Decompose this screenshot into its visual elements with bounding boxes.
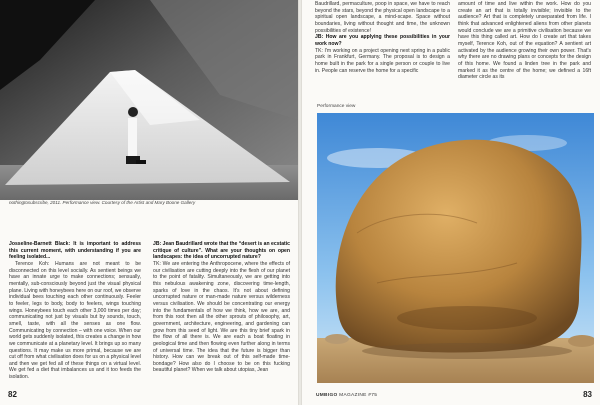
photo-caption: nothingtosubscribe, 2011. Performance view. Courtesy of the Artist and Mary Boone Gallery <box>9 200 196 205</box>
interview-answer: TK: We are entering the Anthropocene, where the effects of our civilisation are cutting deeply into the flesh of our planet to the point of fatality. Simultaneously, we are getting into this nebulous awakening zone, discovering time-length, sparks of love in the chaos. It's not about defining uncorrupted nature or man-made nature versus wilderness versus civilisation. We should be concentrating our energy into the fundamentals of how we think, how we are, and from this root then all the other sprouts of philosophy, art, government, architecture, engineering, and gardening can grow from this seed of light. We are this tiny brief spark in the flow of all there is. We are each a boat floating in geological time and then flowing even further along in terms of universal time. The idea that the future is bigger than history. How can we break out of this self-made time-bondage? How also do I choose to be on this fucking beautiful planet? When we talk about utopias, Jean <box>153 260 290 374</box>
performance-photo-salt-mound <box>0 0 298 200</box>
boulder-image <box>317 113 594 383</box>
magazine-issue: MAGAZINE #75 <box>339 393 378 398</box>
salt-mound-image <box>0 0 298 200</box>
text-column-3 <box>315 1 450 74</box>
performance-photo-boulder <box>317 113 594 383</box>
page-number: 82 <box>8 390 17 399</box>
interview-answer: Baudrillard, permaculture, poop in space, we have to reach beyond the stars, beyond the physical open landscape to a spiritual open landscape, a mind-scape. Space without boundaries, living without thought and time, the unknown possibilities of existence! <box>315 1 450 34</box>
interview-answer: TK: I'm working on a project opening next spring in a public park in Frankfurt, Germany. The proposal is to design a home built in the park for a single person or couple to live in. People can reserve the home for a specific <box>315 47 450 74</box>
interview-answer: Terence Koh: Humans are not meant to be disconnected on this level socially. As sentient beings we have an innate urge to make connections; sensually, mentally, sub-consciously beyond just the visual physical plane. Living with honeybees here on our roof, we observe individual bees touching each other continuously. Feeler to feeler, legs to body, body to feelers, wings touching wings. Honeybees touch each other 3,000 times per day; communicating not just by visuals but by sounds, touch, smell, taste, with all the senses as one flow. Communicating by connection – with one voice. When our world gets suddenly isolated, this creates a change in how we communicate at a planetary level. It brings up so many questions. It may make us more primal, because we are cut off from what civilisation does for us on a physical level and then we get fed all of these things on a virtual level. We get fed a diet that imbalances us and it too feeds the isolation. <box>9 260 141 381</box>
interview-question: Josseline-Barnett Black: It is important to address this current moment, with understanding if you are feeling isolated... <box>9 241 141 261</box>
text-column-2 <box>153 241 290 374</box>
page-number: 83 <box>583 390 592 399</box>
magazine-footer <box>316 393 377 398</box>
left-page <box>0 0 298 405</box>
magazine-name: UMBIGO <box>316 393 338 398</box>
interview-question: JB: How are you applying these possibilities in your work now? <box>315 34 450 47</box>
text-column-1 <box>9 241 141 381</box>
text-column-4 <box>458 1 591 81</box>
photo-caption: Performance view <box>317 104 356 109</box>
right-page <box>302 0 600 405</box>
interview-answer: amount of time and live within the work. How do you create an art that is totally invisible; invisible to the audience? Art that is completely unseparated from life. I think that advanced enlightened aliens from other planets would conclude we are a primitive civilisation because we have this thing called art. How do I create art that takes myself, Terence Koh, out of the equation? A sentient art activated by the audience growing their own power. That's why there are no drawing plans or concepts for the design of this home. We found a linden tree in the park and marked it as the centre of the home; we defined a 16ft diameter circle as its <box>458 1 591 81</box>
interview-question: JB: Jean Baudrillard wrote that the “desert is an ecstatic critique of culture”. What are your thoughts on open landscapes: the idea of uncorrupted nature? <box>153 241 291 261</box>
